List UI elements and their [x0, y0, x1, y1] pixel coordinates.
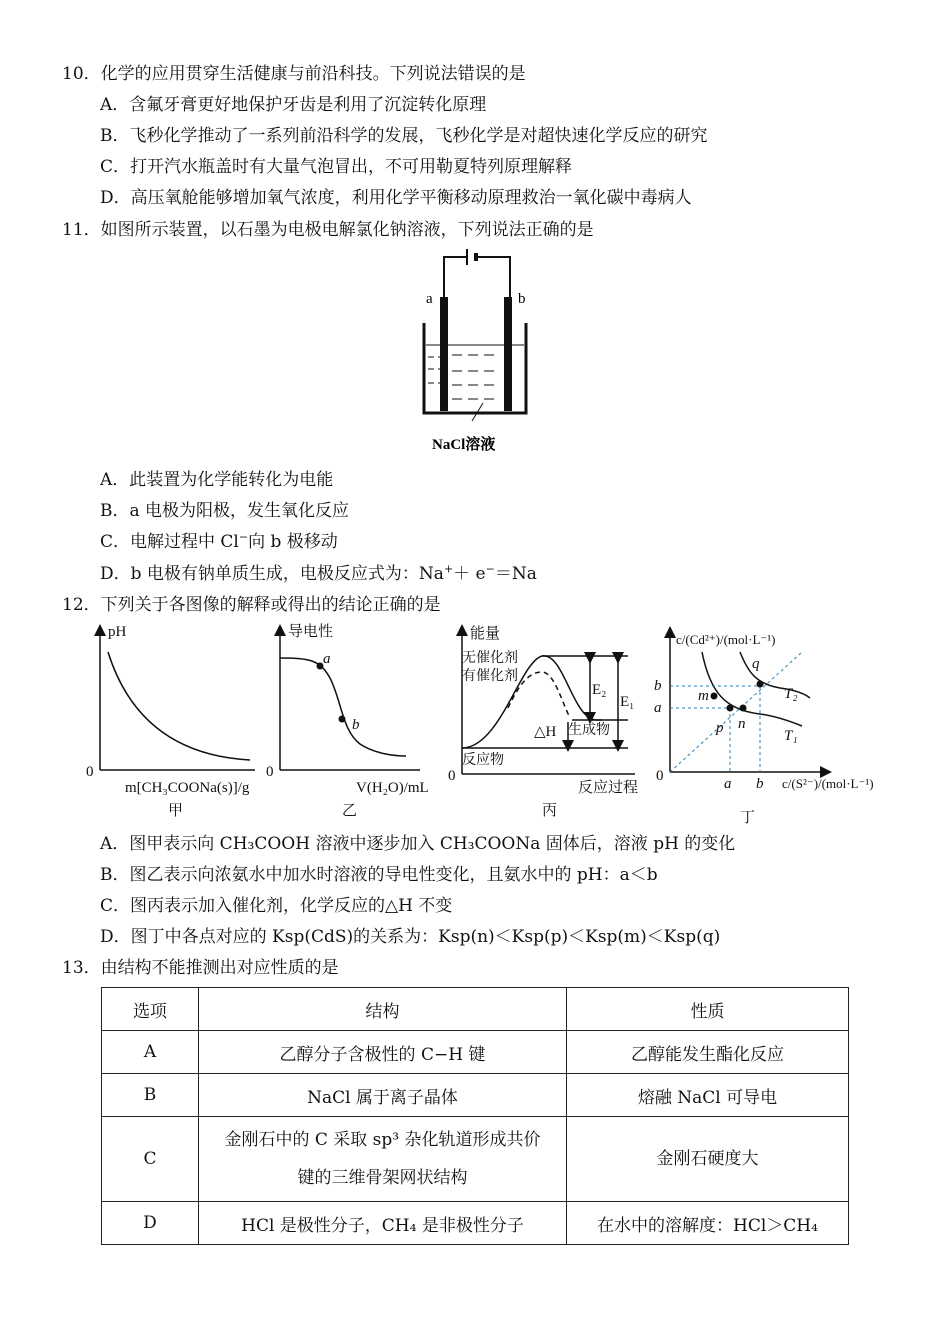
electrode-b-label: b	[518, 291, 526, 307]
q12-option-a: A．图甲表示向 CH₃COOH 溶液中逐步加入 CH₃COONa 固体后，溶液 pH 的变化	[100, 834, 736, 854]
bing-e1: E₁	[620, 694, 635, 710]
cell-option: C	[102, 1117, 199, 1202]
bing-origin: 0	[448, 768, 456, 784]
header-property: 性质	[567, 988, 849, 1031]
ding-y-a: a	[654, 700, 662, 716]
q10-option-b: B．飞秒化学推动了一系列前沿科学的发展，飞秒化学是对超快速化学反应的研究	[100, 126, 708, 146]
cell-structure: 金刚石中的 C 采取 sp³ 杂化轨道形成共价 键的三维骨架网状结构	[199, 1117, 567, 1202]
cell-property: 在水中的溶解度：HCl＞CH₄	[567, 1202, 849, 1245]
q10-option-c: C．打开汽水瓶盖时有大量气泡冒出，不可用勒夏特列原理解释	[100, 157, 573, 177]
q11-option-a: A．此装置为化学能转化为电能	[100, 470, 334, 490]
cell-option: B	[102, 1074, 199, 1117]
yi-origin: 0	[266, 764, 274, 780]
electrode-a-label: a	[426, 291, 433, 307]
jia-origin: 0	[86, 764, 94, 780]
bing-delta-h: △H	[534, 724, 557, 740]
cell-structure: NaCl 属于离子晶体	[199, 1074, 567, 1117]
yi-point-b: b	[352, 717, 360, 733]
electrolysis-cell-figure	[400, 245, 550, 460]
bing-caption: 丙	[542, 803, 558, 819]
bing-reactant: 反应物	[462, 753, 504, 768]
q11-option-c: C．电解过程中 Cl−向 b 极移动	[100, 530, 338, 552]
ding-origin: 0	[656, 768, 664, 784]
q12-option-d: D．图丁中各点对应的 Ksp(CdS)的关系为：Ksp(n)＜Ksp(p)＜Ksp(m)＜Ksp(q)	[100, 927, 721, 947]
header-structure: 结构	[199, 988, 567, 1031]
header-option: 选项	[102, 988, 199, 1031]
q12-option-b: B．图乙表示向浓氨水中加水时溶液的导电性变化，且氨水中的 pH：a＜b	[100, 865, 658, 885]
bing-with-catalyst: 有催化剂	[462, 669, 518, 684]
yi-point-a: a	[323, 651, 331, 667]
nacl-solution-caption: NaCl溶液	[432, 437, 496, 453]
yi-xlabel: V(H₂O)/mL	[356, 780, 429, 796]
ding-point-q: q	[752, 656, 760, 672]
table-row	[102, 1031, 849, 1074]
yi-caption: 乙	[342, 803, 358, 819]
cell-property: 金刚石硬度大	[567, 1117, 849, 1202]
q10-option-a: A．含氟牙膏更好地保护牙齿是利用了沉淀转化原理	[100, 95, 487, 115]
q13-table	[101, 987, 849, 1245]
jia-ylabel: pH	[108, 624, 127, 640]
bing-product: 生成物	[568, 723, 610, 738]
q11-option-b: B．a 电极为阳极，发生氧化反应	[100, 501, 350, 521]
q11-option-d: D．b 电极有钠单质生成，电极反应式为：Na+＋ e−＝Na	[100, 562, 537, 584]
q10-option-d: D．高压氧舱能够增加氧气浓度，利用化学平衡移动原理救治一氧化碳中毒病人	[100, 188, 692, 208]
ding-point-p: p	[716, 720, 724, 736]
cell-option: A	[102, 1031, 199, 1074]
ding-xlabel: c/(S²⁻)/(mol·L⁻¹)	[782, 776, 874, 791]
ding-ylabel: c/(Cd²⁺)/(mol·L⁻¹)	[676, 632, 776, 647]
ding-t2: T₂	[784, 686, 798, 702]
ding-y-b: b	[654, 678, 662, 694]
ding-x-b: b	[756, 776, 764, 792]
bing-xlabel: 反应过程	[578, 780, 639, 796]
table-row	[102, 1202, 849, 1245]
table-row	[102, 1117, 849, 1202]
cell-property: 乙醇能发生酯化反应	[567, 1031, 849, 1074]
cell-option: D	[102, 1202, 199, 1245]
cell-structure: HCl 是极性分子，CH₄ 是非极性分子	[199, 1202, 567, 1245]
ding-point-n: n	[738, 716, 746, 732]
yi-ylabel: 导电性	[288, 624, 334, 640]
jia-caption: 甲	[168, 803, 184, 819]
table-row	[102, 1074, 849, 1117]
q12-option-c: C．图丙表示加入催化剂，化学反应的△H 不变	[100, 896, 453, 916]
cell-property: 熔融 NaCl 可导电	[567, 1074, 849, 1117]
ding-point-m: m	[698, 688, 709, 704]
cell-structure: 乙醇分子含极性的 C−H 键	[199, 1031, 567, 1074]
bing-e2: E₂	[592, 682, 607, 698]
q12-stem: 12．下列关于各图像的解释或得出的结论正确的是	[62, 595, 441, 615]
ding-caption: 丁	[740, 810, 756, 826]
bing-no-catalyst: 无催化剂	[462, 651, 518, 666]
ding-x-a: a	[724, 776, 732, 792]
q13-stem: 13．由结构不能推测出对应性质的是	[62, 958, 339, 978]
bing-ylabel: 能量	[470, 626, 501, 642]
ding-t1: T₁	[784, 728, 798, 744]
jia-xlabel: m[CH₃COONa(s)]/g	[125, 780, 250, 796]
q11-stem: 11．如图所示装置，以石墨为电极电解氯化钠溶液，下列说法正确的是	[62, 220, 594, 240]
q12-graphs-figure	[80, 622, 900, 827]
q10-stem: 10．化学的应用贯穿生活健康与前沿科技。下列说法错误的是	[62, 64, 526, 84]
